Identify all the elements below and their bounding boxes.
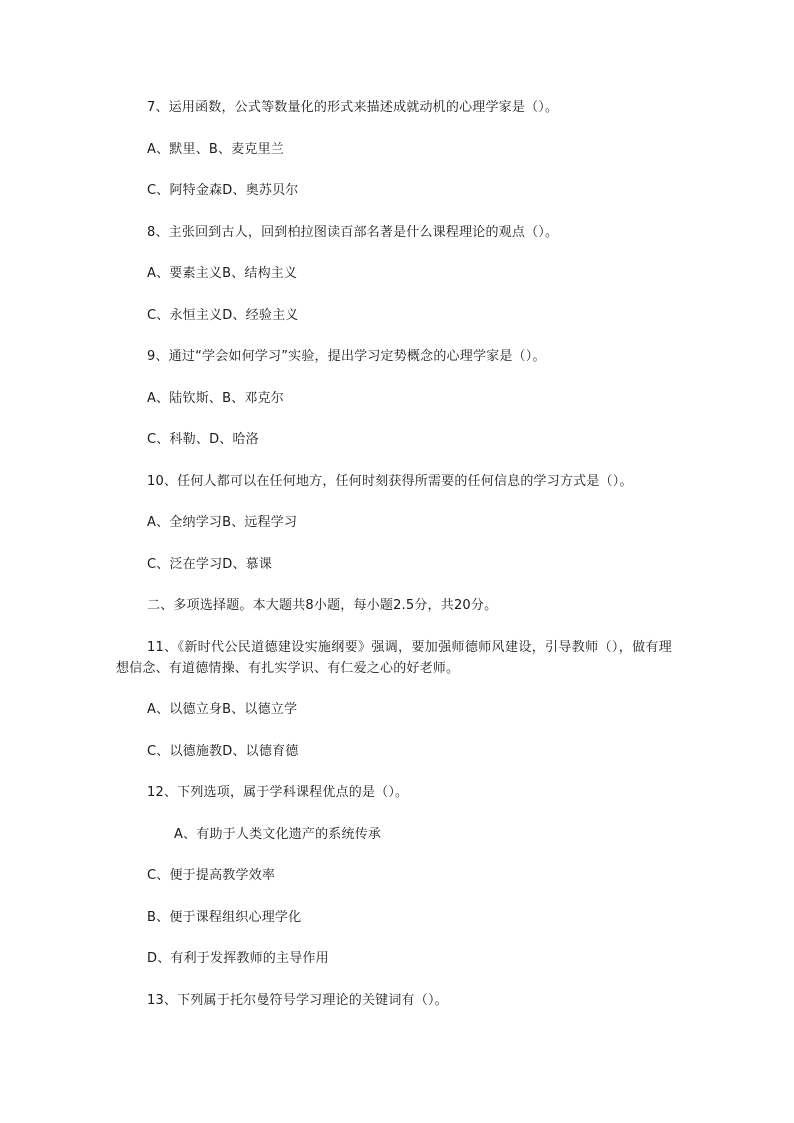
question-10: 10、任何人都可以在任何地方，任何时刻获得所需要的任何信息的学习方式是（）。 [147, 474, 633, 489]
question-9-options-cd: C、科勒、D、哈洛 [147, 432, 259, 447]
question-11-options-ab: A、以德立身B、以德立学 [147, 702, 298, 717]
question-9-options-ab: A、陆钦斯、B、邓克尔 [147, 391, 285, 406]
question-11: 11、《新时代公民道德建设实施纲要》强调，要加强师德师风建设，引导教师（），做有理想信念、有道德情操、有扎实学识、有仁爱之心的好老师。 [116, 640, 672, 676]
question-12-option-d: D、有利于发挥教师的主导作用 [147, 951, 329, 966]
question-8-options-cd: C、永恒主义D、经验主义 [147, 308, 299, 323]
question-10-options-cd: C、泛在学习D、慕课 [147, 557, 273, 572]
question-12: 12、下列选项，属于学科课程优点的是（）。 [147, 785, 409, 800]
question-12-option-a: A、有助于人类文化遗产的系统传承 [174, 827, 382, 842]
question-11-options-cd: C、以德施教D、以德育德 [147, 744, 299, 759]
section-heading-multiple-choice: 二、多项选择题。本大题共8小题，每小题2.5分，共20分。 [147, 598, 498, 613]
question-7-options-ab: A、默里、B、麦克里兰 [147, 142, 285, 157]
question-10-options-ab: A、全纳学习B、远程学习 [147, 515, 298, 530]
question-12-option-b: B、便于课程组织心理学化 [147, 910, 302, 925]
question-8-options-ab: A、要素主义B、结构主义 [147, 266, 298, 281]
question-8: 8、主张回到古人，回到柏拉图读百部名著是什么课程理论的观点（）。 [147, 225, 559, 240]
question-13: 13、下列属于托尔曼符号学习理论的关键词有（）。 [147, 993, 448, 1008]
question-12-option-c: C、便于提高教学效率 [147, 868, 276, 883]
question-9: 9、通过“学会如何学习”实验，提出学习定势概念的心理学家是（）。 [147, 349, 546, 364]
question-7-options-cd: C、阿特金森D、奥苏贝尔 [147, 183, 299, 198]
question-7: 7、运用函数，公式等数量化的形式来描述成就动机的心理学家是（）。 [147, 100, 559, 115]
